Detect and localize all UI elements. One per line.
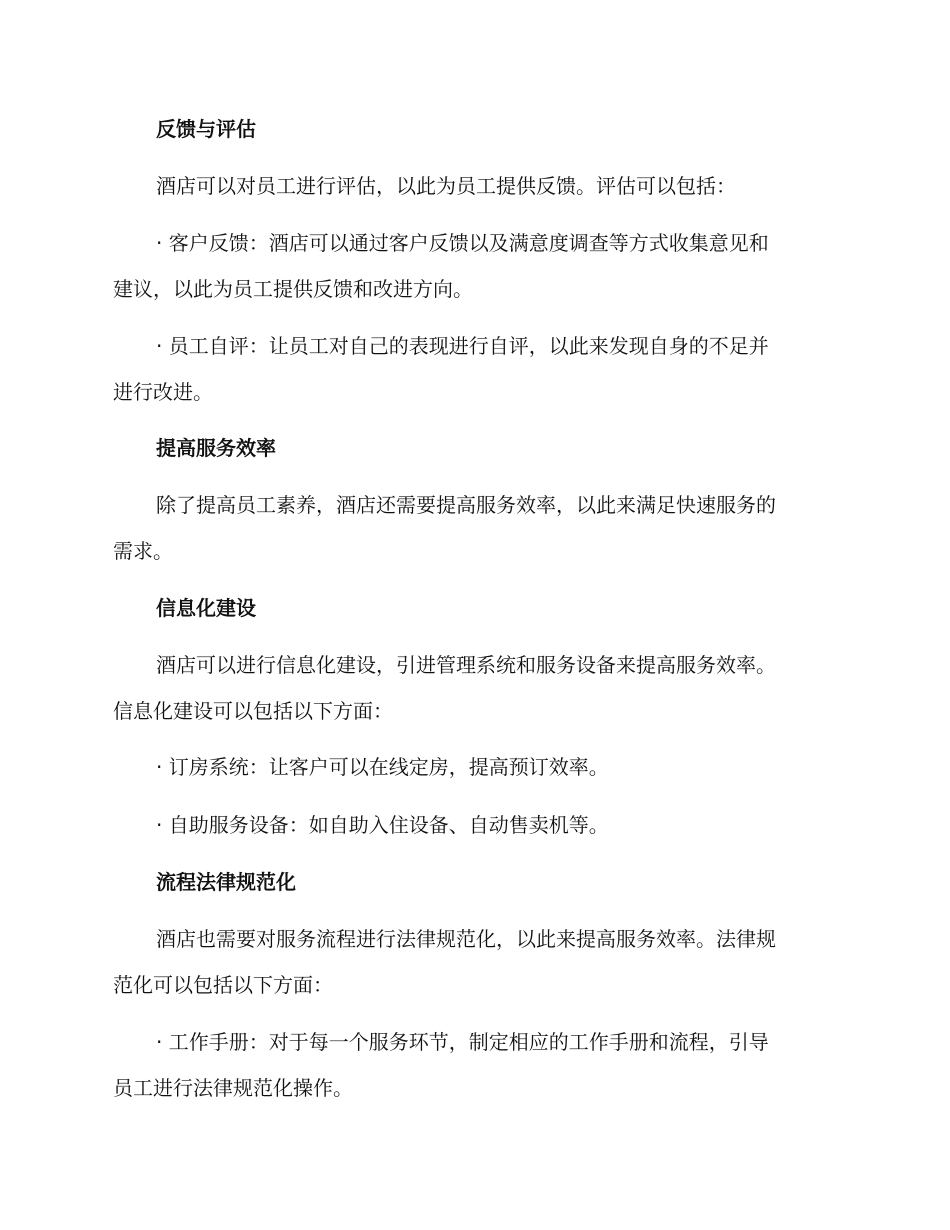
paragraph-line: 酒店可以进行信息化建设，引进管理系统和服务设备来提高服务效率。	[156, 653, 776, 677]
bullet-line: 员工进行法律规范化操作。	[113, 1076, 353, 1100]
paragraph-line: 需求。	[113, 539, 173, 563]
bullet-item	[113, 1019, 833, 1111]
paragraph-line: 范化可以包括以下方面：	[113, 973, 333, 997]
section-heading: 流程法律规范化	[156, 870, 296, 894]
paragraph	[113, 916, 833, 1008]
bullet-item: · 订房系统：让客户可以在线定房，提高预订效率。	[156, 755, 609, 779]
bullet-line: 建议，以此为员工提供反馈和改进方向。	[113, 277, 473, 301]
section-heading: 提高服务效率	[156, 436, 276, 460]
bullet-item	[113, 220, 833, 312]
bullet-item	[113, 323, 833, 415]
paragraph-line: 除了提高员工素养，酒店还需要提高服务效率，以此来满足快速服务的	[156, 493, 776, 517]
paragraph	[113, 482, 833, 574]
paragraph-line: 信息化建设可以包括以下方面：	[113, 699, 393, 723]
paragraph: 酒店可以对员工进行评估，以此为员工提供反馈。评估可以包括：	[156, 174, 736, 198]
bullet-line: · 工作手册：对于每一个服务环节，制定相应的工作手册和流程，引导	[156, 1030, 769, 1054]
bullet-line: 进行改进。	[113, 380, 213, 404]
bullet-item: · 自助服务设备：如自助入住设备、自动售卖机等。	[156, 813, 609, 837]
paragraph-line: 酒店也需要对服务流程进行法律规范化，以此来提高服务效率。法律规	[156, 927, 776, 951]
bullet-line: · 客户反馈：酒店可以通过客户反馈以及满意度调查等方式收集意见和	[156, 231, 769, 255]
bullet-line: · 员工自评：让员工对自己的表现进行自评，以此来发现自身的不足并	[156, 334, 769, 358]
section-heading: 反馈与评估	[156, 117, 256, 141]
paragraph	[113, 642, 833, 734]
section-heading: 信息化建设	[156, 596, 256, 620]
